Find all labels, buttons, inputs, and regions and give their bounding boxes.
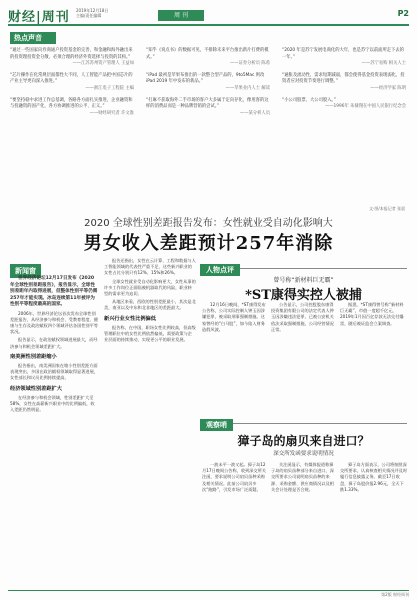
people-label: 人物点评	[200, 264, 240, 276]
people-section-bar	[200, 257, 407, 274]
news-label-box	[10, 258, 98, 275]
news-subhead: 经济领域性别差距扩大	[10, 385, 62, 392]
people-text: 据悉，*ST康得曾号称“新材料巨无霸”，市值一度超千亿元，2019年1月因百亿存款无法兑付爆雷，随后被证监会立案调查。	[340, 302, 404, 326]
feature-headline: 男女收入差距预计257年消除	[83, 233, 334, 254]
middle-paragraph: 从地区来看，西欧的性别差距最小，其次是北美，南亚以及中东和北非地区的差距最大。	[104, 299, 196, 311]
quote-item: “通过一些国家向券商通户投资基金的完善，和金融和海外融出来的投资理投资金分散，必须合理的经济外资选择与投资的其构。” ——江苏苏州资产管理人 王益如	[10, 48, 134, 67]
quote-item: “要坚持稳中求进工作总基调，各路各方面扎实推进，企业融资和与投融资的国产化，各方协调推进的公平、正义。” ——财经研究者 许文淮	[10, 97, 134, 116]
feature-kicker: 2020 全球性别差距报告发布：女性就业受自动化影响大	[84, 218, 333, 229]
middle-column	[104, 258, 196, 345]
observe-column-3	[340, 462, 407, 495]
issue-editor: 主编/责任编辑	[76, 13, 102, 18]
observe-column-2	[271, 462, 335, 495]
page-footer: 第2版 财经周刊	[8, 590, 409, 598]
quotes-block	[10, 48, 407, 198]
issue-info	[76, 8, 108, 18]
masthead	[8, 6, 409, 26]
section-tab: 周 刊	[158, 10, 204, 21]
news-lead: 世界经济论坛12月17日发布《2020年全球性别差距报告》，报告显示，全球性别差距年内取得进展，但整体性别平等仍需257年才能实现。冰岛连续第11年被评为性别平等程度最高的国家。	[10, 276, 98, 307]
news-subhead: 南美洲性别差距缩小	[10, 353, 57, 360]
quote-item: “iPad 最初是苹果布推出的一款整合型产品的，9to5Mac 则改 iPad 2019 年中发布的新品。” ——苹果业内人士 解读	[146, 72, 270, 91]
people-text: 12月16日晚间，*ST康得发布公告称，公司实际控制人钟玉因涉嫌犯罪，被采取刑事强制措施。这家曾经的“白马股”，如今陷入财务造假风波。	[202, 302, 266, 332]
issue-date: 2019年12月18日	[76, 8, 109, 13]
people-column-2	[271, 302, 335, 335]
people-kicker: 曾号称“新材料巨无霸”	[273, 277, 334, 284]
people-column-3	[340, 302, 407, 329]
middle-paragraph: 报告称，在中国，职场女性比例较高，但高级管理职位中的女性比例依然偏低，需要政策与企业层面的持续推动，实现更公平的职业发展。	[104, 324, 196, 343]
quotes-column-2	[146, 48, 270, 122]
quotes-column-3	[282, 48, 406, 116]
news-paragraph: 报告指出，南美洲国家在缩小性别差距方面表现突出，多国在政治赋权领域取得显著进展，女性部长和议员比例持续提高。	[10, 362, 98, 381]
observe-text: 獐子岛方面表示，公司将按照深交所要求，认真核查相关情况并及时履行信息披露义务。截至17日收盘，獐子岛股价报2.96元，全天下跌1.33%。	[340, 462, 408, 492]
middle-subhead: 新兴行业女性比例偏低	[104, 315, 156, 322]
observe-column-1	[202, 462, 266, 495]
news-column	[10, 276, 98, 415]
photo-credit: 文·图/本报记者 张晨	[369, 206, 405, 211]
middle-paragraph: 全球女性就业受自动化影响更大，女性从事的许多工作岗位正面临被机器取代的风险，职业转型的需求更为迫切。	[104, 278, 196, 297]
observe-section-bar	[200, 412, 407, 429]
middle-paragraph: 报告还指出，女性在云计算、工程和数据与人工智能领域的代表性严重不足，这些新兴职业的女性占比分别只有12%、15%和26%。	[104, 258, 196, 276]
observe-title: 獐子岛的扇贝来自进口？	[237, 434, 370, 448]
quote-item: “芯片操作在化常规层面都性大不同，人工智能产品把中国芯片的产业主导更向深入推进。” ——浙江电子工程院 主编	[10, 72, 134, 91]
observe-text: 一波未平一波又起。獐子岛12月17日晚间公告称，收到深交所关注函，要求说明公司扇贝苗种采购及相关情况。此前公司扇贝多次“跑路”，引发市场广泛质疑。	[202, 462, 266, 492]
news-paragraph: 在经济参与和机会领域，性别差距扩大至58%，女性在高薪新兴职业中的比例偏低，收入差距仍然明显。	[10, 394, 95, 413]
people-title: *ST康得实控人被捕	[245, 288, 362, 303]
observe-subtitle: 深交所发函要求说明情况	[273, 451, 334, 457]
quote-item: “小公司股票、大公司股入。” ——1996年 朱棣翔在中国人民银行纪念会	[282, 97, 406, 110]
people-column-1	[202, 302, 266, 335]
people-text: 公告显示，公司控股股东康得投资集团有限公司的法定代表人钟玉因涉嫌违法犯罪，已被公安机关依法采取强制措施，公司经营情况正常。	[271, 302, 334, 332]
quote-item: “2020 年是苏宁发展电商化的大年，也是苏宁以前面所走下去的一年。” ——苏宁易购 相关人士	[282, 48, 406, 67]
observe-label: 观察哨	[200, 419, 233, 431]
quotes-column-1	[10, 48, 134, 122]
news-paragraph: 报告显示，在政治赋权领域进展最大，而经济参与和机会领域差距扩大。	[10, 337, 98, 349]
quote-item: “通胀及流动性，需求短期减弱，都会使得基金投资表现弱化，投资者应对投资节奏进行调整。” ——经济学家 陈明	[282, 72, 406, 91]
news-label: 新闻窗	[10, 264, 41, 278]
quotes-label: 热点声音	[10, 32, 56, 44]
news-paragraph: 2006年，世界经济论坛首次发布全球性别差距报告，从经济参与和机会、受教育程度、健康与生存及政治赋权四个领域评估各国性别平等状况。	[10, 310, 98, 335]
brand-logo: 财经|周刊	[8, 10, 70, 25]
quote-item: “知乎《说点书》的数据可见，不排除未来平台推出新片打费的模式。” ——证券分析员 陈希	[146, 48, 270, 67]
quote-item: “打麻不获取海外二手市场的客户大多属于定向存化，像用客的这样的消费品而是一种品牌营销的尝试。” ——某分析人员	[146, 97, 270, 116]
page-number: P2	[397, 9, 409, 18]
observe-text: 关注函显示，有媒体报道称獐子岛的扇贝苗种部分来自进口，深交所要求公司说明扇贝苗种的来源、采购金额、供应商情况以及相关会计处理是否合规。	[271, 462, 334, 492]
